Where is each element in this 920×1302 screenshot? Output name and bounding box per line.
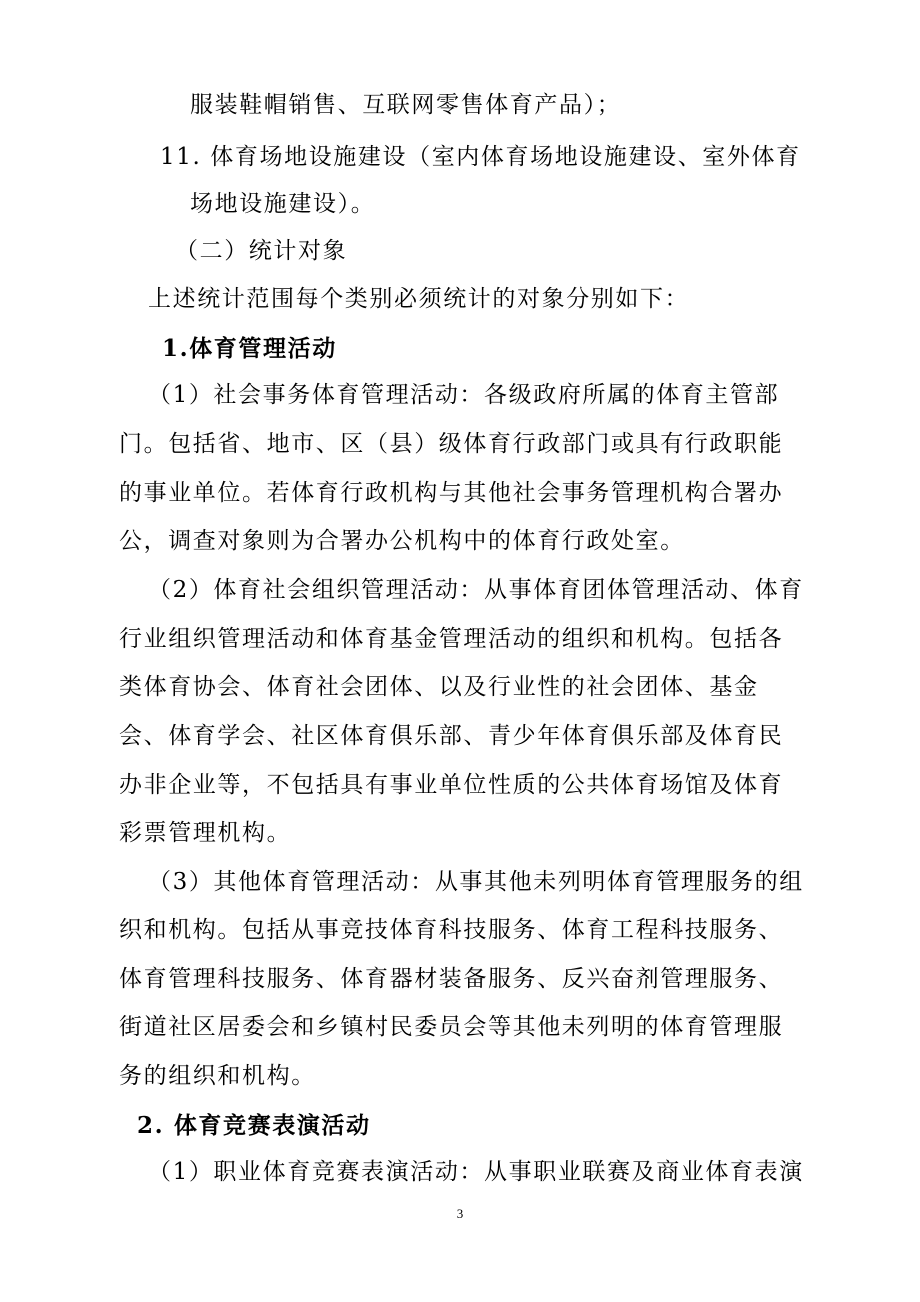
text-line: 服装鞋帽销售、互联网零售体育产品）； [190,92,622,118]
paragraph-line: 街道社区居委会和乡镇村民委员会等其他未列明的体育管理服 [119,1014,784,1040]
paragraph-line: 类体育协会、体育社会团体、以及行业性的社会团体、基金 [119,674,759,700]
paragraph-line: 织和机构。包括从事竞技体育科技服务、体育工程科技服务、 [119,917,784,943]
list-item-11: 11. 体育场地设施建设（室内体育场地设施建设、室外体育 [160,144,801,170]
paragraph-line: （1）社会事务体育管理活动：各级政府所属的体育主管部 [148,382,780,408]
paragraph-line: 上述统计范围每个类别必须统计的对象分别如下： [148,286,690,312]
section-heading: （二）统计对象 [175,238,348,264]
paragraph-line: 办非企业等，不包括具有事业单位性质的公共体育场馆及体育 [119,772,784,798]
paragraph-line: 行业组织管理活动和体育基金管理活动的组织和机构。包括各 [119,626,784,652]
paragraph-line: （2）体育社会组织管理活动：从事体育团体管理活动、体育 [148,577,804,603]
subsection-heading: 1.体育管理活动 [162,335,337,362]
page-number: 3 [456,1206,464,1221]
paragraph-line: 彩票管理机构。 [119,820,292,846]
paragraph-line: 公，调查对象则为合署办公机构中的体育行政处室。 [119,528,685,554]
paragraph-line: 门。包括省、地市、区（县）级体育行政部门或具有行政职能 [119,431,784,457]
paragraph-line: （1）职业体育竞赛表演活动：从事职业联赛及商业体育表演 [148,1159,804,1185]
paragraph-line: 的事业单位。若体育行政机构与其他社会事务管理机构合署办 [119,480,784,506]
paragraph-line: （3）其他体育管理活动：从事其他未列明体育管理服务的组 [148,869,804,895]
text-line: 场地设施建设）。 [190,191,376,217]
paragraph-line: 体育管理科技服务、体育器材装备服务、反兴奋剂管理服务、 [119,966,784,992]
paragraph-line: 务的组织和机构。 [119,1063,316,1089]
subsection-heading: 2. 体育竞赛表演活动 [137,1112,371,1139]
paragraph-line: 会、体育学会、社区体育俱乐部、青少年体育俱乐部及体育民 [119,723,784,749]
